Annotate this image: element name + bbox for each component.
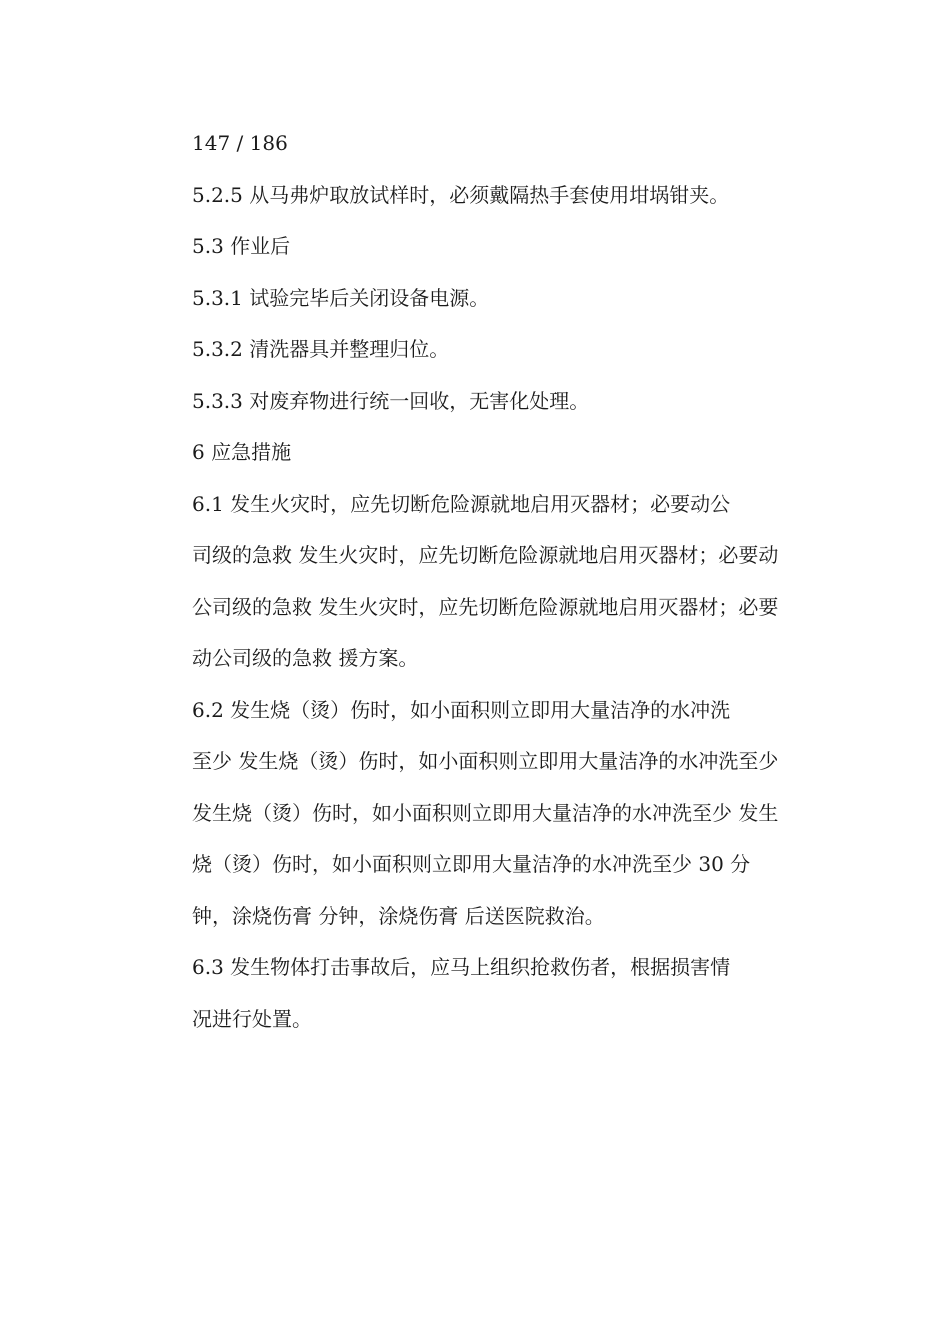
text-line: 6.3 发生物体打击事故后，应马上组织抢救伤者，根据损害情 [192, 955, 731, 979]
text-line: 5.3 作业后 [192, 234, 291, 258]
text-line: 动公司级的急救 援方案。 [192, 646, 419, 670]
document-body [148, 170, 808, 1046]
text-line: 6.2 发生烧（烫）伤时，如小面积则立即用大量洁净的水冲洗 [192, 697, 731, 722]
text-line: 钟，涂烧伤膏 分钟，涂烧伤膏 后送医院救治。 [192, 903, 605, 928]
text-line: 公司级的急救 发生火灾时，应先切断危险源就地启用灭器材；必要 [192, 594, 779, 619]
text-line: 司级的急救 发生火灾时，应先切断危险源就地启用灭器材；必要动 [192, 543, 779, 567]
paragraph [148, 685, 808, 943]
text-line: 6.1 发生火灾时，应先切断危险源就地启用灭器材；必要动公 [192, 491, 731, 516]
paragraph [148, 376, 808, 428]
text-line: 6 应急措施 [192, 440, 292, 464]
text-line: 发生烧（烫）伤时，如小面积则立即用大量洁净的水冲洗至少 发生 [192, 800, 779, 825]
paragraph [148, 324, 808, 376]
text-line: 5.3.3 对废弃物进行统一回收，无害化处理。 [192, 388, 590, 413]
text-line: 5.3.2 清洗器具并整理归位。 [192, 337, 450, 361]
paragraph [148, 942, 808, 1045]
page-number: 147 / 186 [192, 131, 288, 155]
text-line: 5.3.1 试验完毕后关闭设备电源。 [192, 285, 490, 310]
text-line: 况进行处置。 [192, 1006, 312, 1031]
paragraph [148, 273, 808, 325]
paragraph [148, 170, 808, 222]
text-line: 至少 发生烧（烫）伤时，如小面积则立即用大量洁净的水冲洗至少 [192, 749, 779, 773]
paragraph [148, 427, 808, 479]
text-line: 烧（烫）伤时，如小面积则立即用大量洁净的水冲洗至少 30 分 [192, 852, 751, 876]
document-page [148, 118, 808, 1045]
paragraph [148, 479, 808, 685]
paragraph [148, 221, 808, 273]
text-line: 5.2.5 从马弗炉取放试样时，必须戴隔热手套使用坩埚钳夹。 [192, 182, 730, 207]
